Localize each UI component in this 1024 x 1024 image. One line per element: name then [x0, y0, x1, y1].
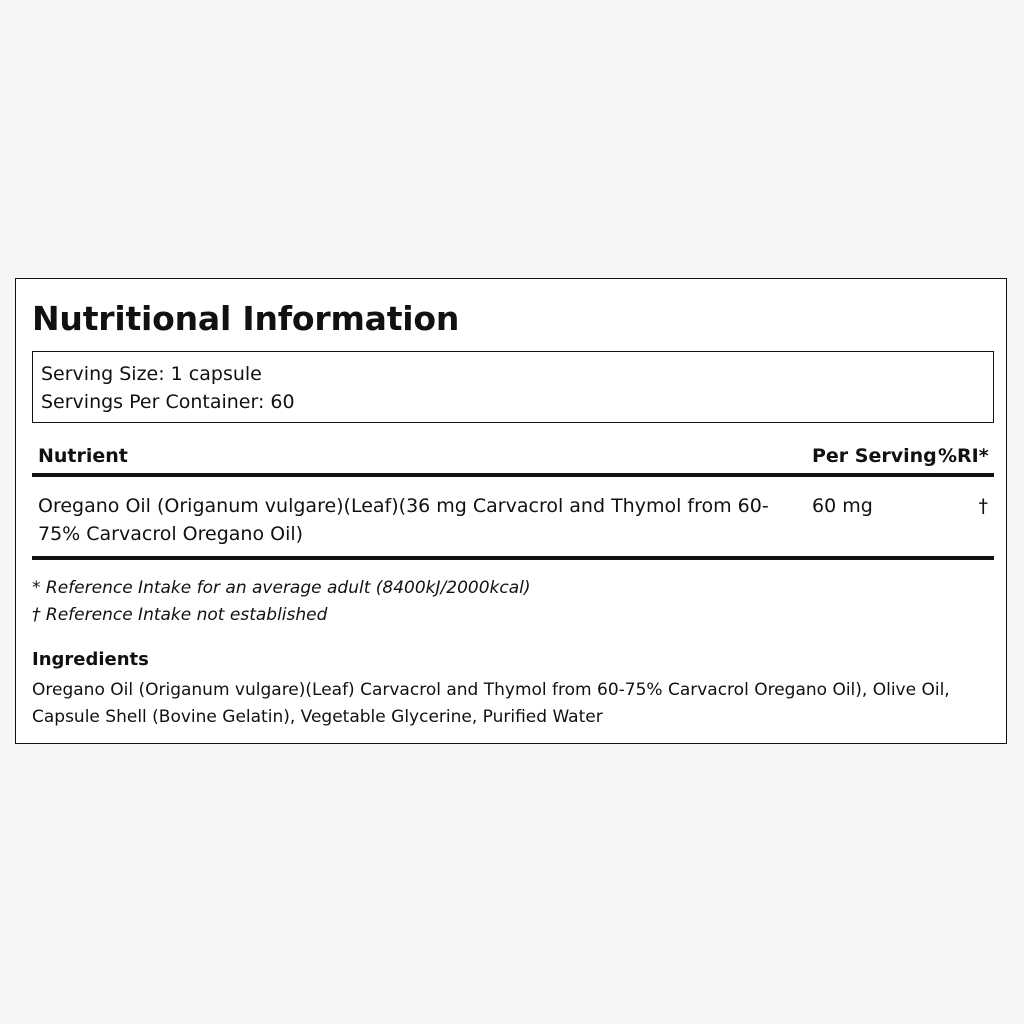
- serving-info-box: [32, 351, 994, 423]
- table-header-row: [32, 433, 994, 475]
- footnotes: [32, 575, 992, 629]
- table-row: [32, 475, 994, 558]
- nutrient-table: [32, 433, 994, 560]
- ingredients-text: Oregano Oil (Origanum vulgare)(Leaf) Carvacrol and Thymol from 60-75% Carvacrol Oregano Oil), Olive Oil, Capsule Shell (Bovine Gelatin), Vegetable Glycerine, Purified Water: [32, 680, 950, 727]
- serving-size: Serving Size: 1 capsule: [41, 363, 262, 385]
- header-per-serving: Per Serving: [806, 433, 932, 475]
- servings-per-container: Servings Per Container: 60: [41, 391, 295, 413]
- ingredients-heading: Ingredients: [32, 649, 149, 670]
- nutrient-name: Oregano Oil (Origanum vulgare)(Leaf)(36 mg Carvacrol and Thymol from 60-75% Carvacrol Oregano Oil): [32, 475, 806, 558]
- footnote-not-established: † Reference Intake not established: [32, 605, 328, 625]
- header-ri: %RI*: [932, 433, 994, 475]
- nutrient-per-serving: 60 mg: [806, 475, 932, 558]
- label-title: Nutritional Information: [32, 299, 460, 338]
- header-nutrient: Nutrient: [32, 433, 806, 475]
- nutrient-ri: †: [932, 475, 994, 558]
- footnote-reference-intake: * Reference Intake for an average adult (8400kJ/2000kcal): [32, 578, 531, 598]
- nutrition-label-panel: [15, 278, 1007, 744]
